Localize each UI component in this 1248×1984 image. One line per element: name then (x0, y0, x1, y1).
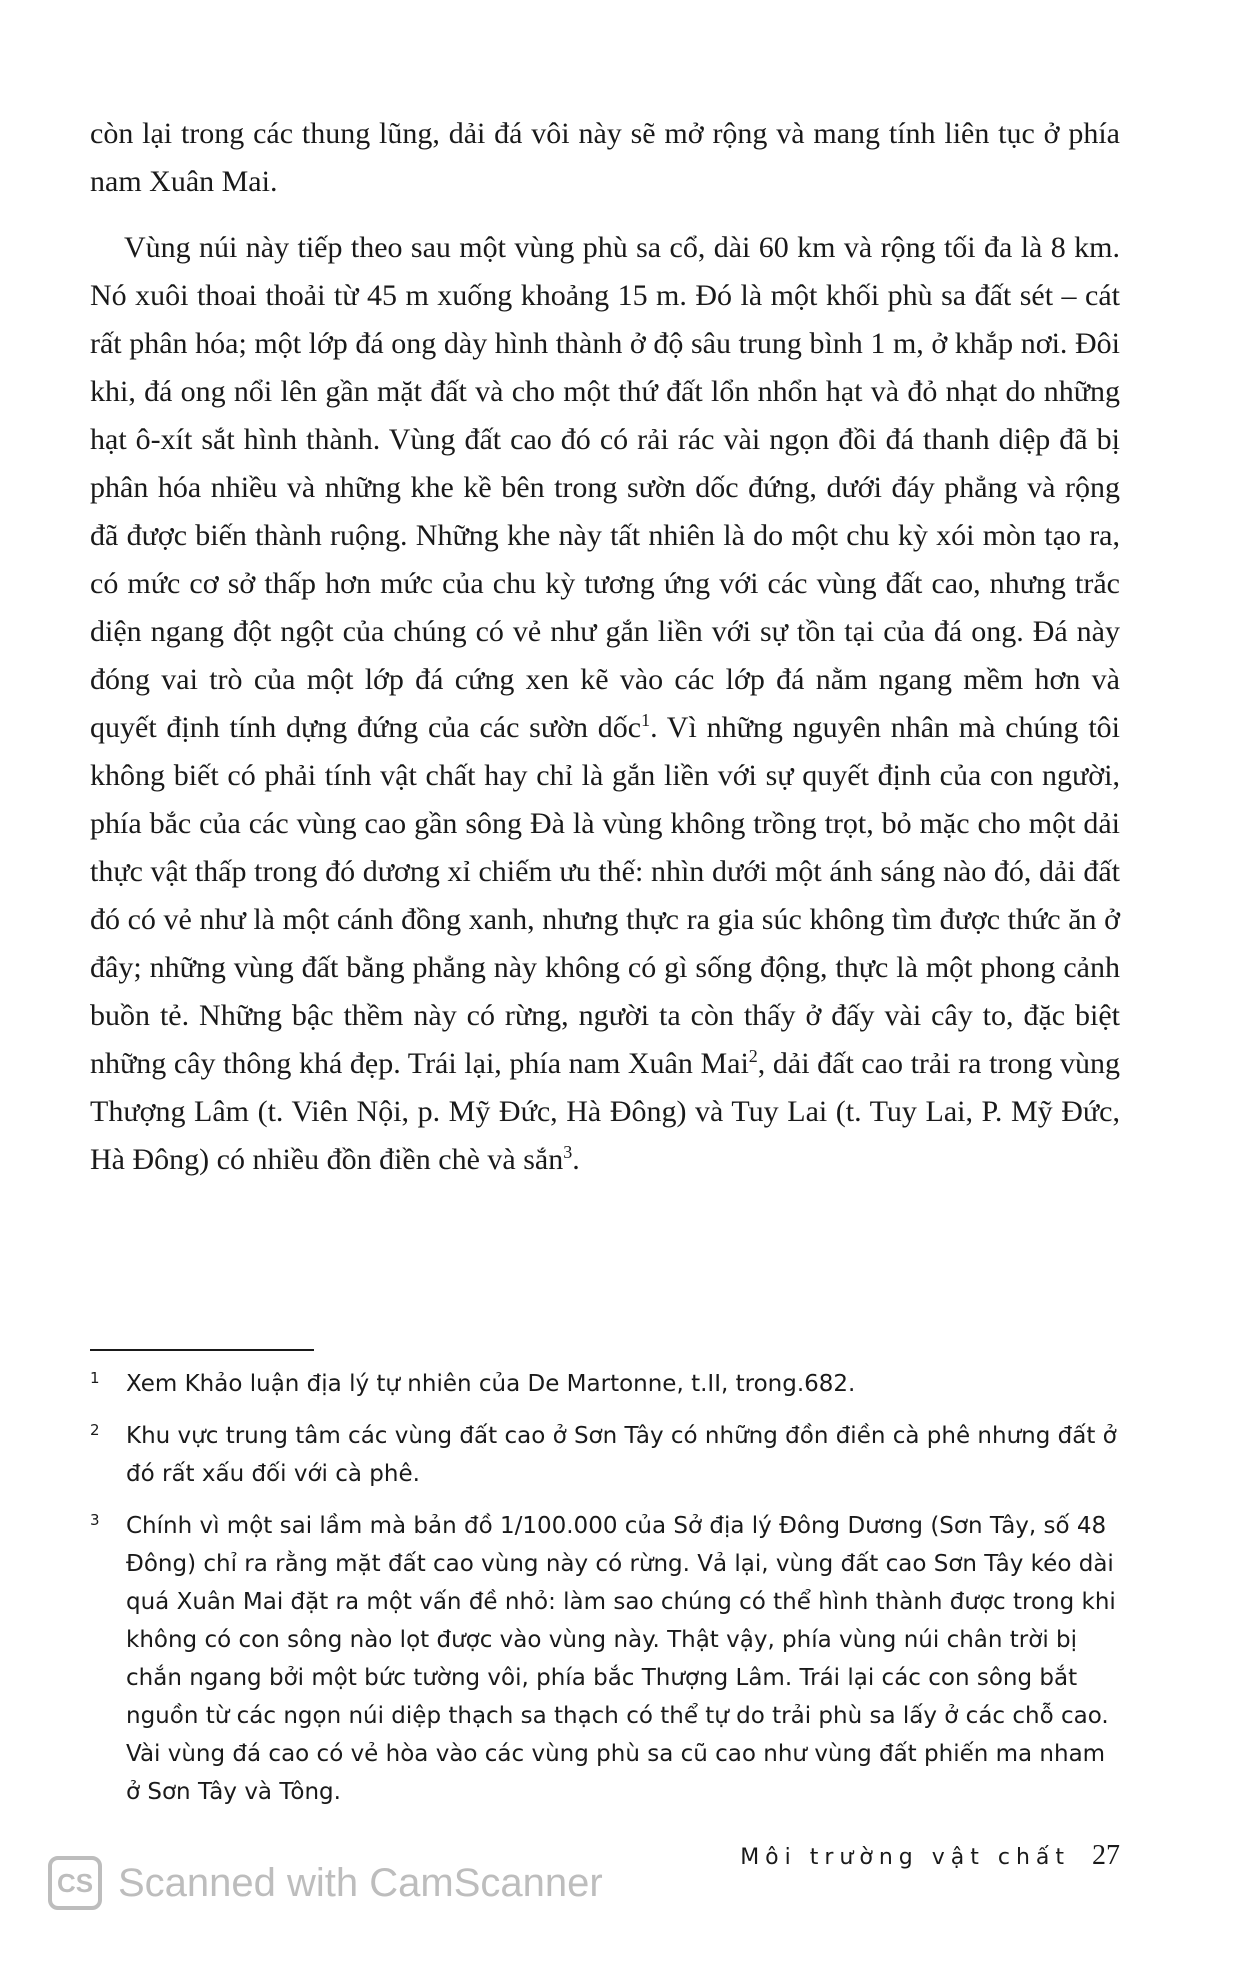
paragraph: còn lại trong các thung lũng, dải đá vôi này sẽ mở rộng và mang tính liên tục ở phía nam Xuân Mai. (90, 117, 1120, 198)
page-number: 27 (1092, 1840, 1120, 1871)
footnote (90, 1365, 1120, 1403)
footnote-ref[interactable]: 3 (563, 1142, 573, 1162)
running-title: Môi trường vật chất (740, 1845, 1070, 1870)
body-text (90, 110, 1120, 1184)
footnotes (90, 1365, 1120, 1825)
footnote-number: 1 (90, 1369, 100, 1387)
camscanner-logo-icon: CS (48, 1856, 102, 1910)
footnote-divider (90, 1349, 314, 1351)
running-footer (740, 1840, 1120, 1872)
paragraph-text: , dải đất cao trải ra trong vùng Thượng Lâm (t. Viên Nội, p. Mỹ Đức, Hà Đông) và Tuy Lai (t. Tuy Lai, P. Mỹ Đức, Hà Đông) có nhiều đồn điền chè và sắn (90, 1047, 1120, 1176)
footnote (90, 1417, 1120, 1493)
footnote-text: Chính vì một sai lầm mà bản đồ 1/100.000 của Sở địa lý Đông Dương (Sơn Tây, số 48 Đông) chỉ ra rằng mặt đất cao vùng này có rừng. Vả lại, vùng đất cao Sơn Tây kéo dài quá Xuân Mai đặt ra một vấn đề nhỏ: làm sao chúng có thể hình thành được trong khi không có con sông nào lọt được vào vùng này. Thật vậy, phía vùng núi chân trời bị chắn ngang bởi một bức tường vôi, phía bắc Thượng Lâm. Trái lại các con sông bắt nguồn từ các ngọn núi diệp thạch sa thạch có thể tự do trải phù sa lấy ở các chỗ cao. Vài vùng đá cao có vẻ hòa vào các vùng phù sa cũ cao như vùng đất phiến ma nham ở Sơn Tây và Tông. (126, 1513, 1116, 1805)
camscanner-watermark (48, 1856, 603, 1910)
paragraph-text: Vùng núi này tiếp theo sau một vùng phù sa cổ, dài 60 km và rộng tối đa là 8 km. Nó xuôi thoai thoải từ 45 m xuống khoảng 15 m. Đó là một khối phù sa đất sét – cát rất phân hóa; một lớp đá ong dày hình thành ở độ sâu trung bình 1 m, ở khắp nơi. Đôi khi, đá ong nổi lên gần mặt đất và cho một thứ đất lổn nhổn hạt và đỏ nhạt do những hạt ô-xít sắt hình thành. Vùng đất cao đó có rải rác vài ngọn đồi đá thanh diệp đã bị phân hóa nhiều và những khe kề bên trong sườn dốc đứng, dưới đáy phẳng và rộng đã được biến thành ruộng. Những khe này tất nhiên là do một chu kỳ xói mòn tạo ra, có mức cơ sở thấp hơn mức của chu kỳ tương ứng với các vùng đất cao, nhưng trắc diện ngang đột ngột của chúng có vẻ như gắn liền với sự tồn tại của đá ong. Đá này đóng vai trò của một lớp đá cứng xen kẽ vào các lớp đá nằm ngang mềm hơn và quyết định tính dựng đứng của các sườn dốc (90, 231, 1120, 744)
footnote-text: Khu vực trung tâm các vùng đất cao ở Sơn Tây có những đồn điền cà phê nhưng đất ở đó rất xấu đối với cà phê. (126, 1423, 1117, 1487)
paragraph-text: . (572, 1143, 580, 1176)
footnote-number: 3 (90, 1511, 100, 1529)
paragraph-text: . Vì những nguyên nhân mà chúng tôi không biết có phải tính vật chất hay chỉ là gắn liền với sự quyết định của con người, phía bắc của các vùng cao gần sông Đà là vùng không trồng trọt, bỏ mặc cho một dải thực vật thấp trong đó dương xỉ chiếm ưu thế: nhìn dưới một ánh sáng nào đó, dải đất đó có vẻ như là một cánh đồng xanh, nhưng thực ra gia súc không tìm được thức ăn ở đây; những vùng đất bằng phẳng này không có gì sống động, thực là một phong cảnh buồn tẻ. Những bậc thềm này có rừng, người ta còn thấy ở đấy vài cây to, đặc biệt những cây thông khá đẹp. Trái lại, phía nam Xuân Mai (90, 711, 1120, 1080)
footnote-ref[interactable]: 1 (641, 710, 651, 730)
footnote-ref[interactable]: 2 (748, 1046, 758, 1066)
footnote-number: 2 (90, 1421, 100, 1439)
footnote-text: Xem Khảo luận địa lý tự nhiên của De Martonne, t.II, trong.682. (126, 1371, 856, 1397)
paragraph (90, 224, 1120, 1184)
footnote (90, 1507, 1120, 1811)
watermark-text: Scanned with CamScanner (118, 1860, 603, 1905)
